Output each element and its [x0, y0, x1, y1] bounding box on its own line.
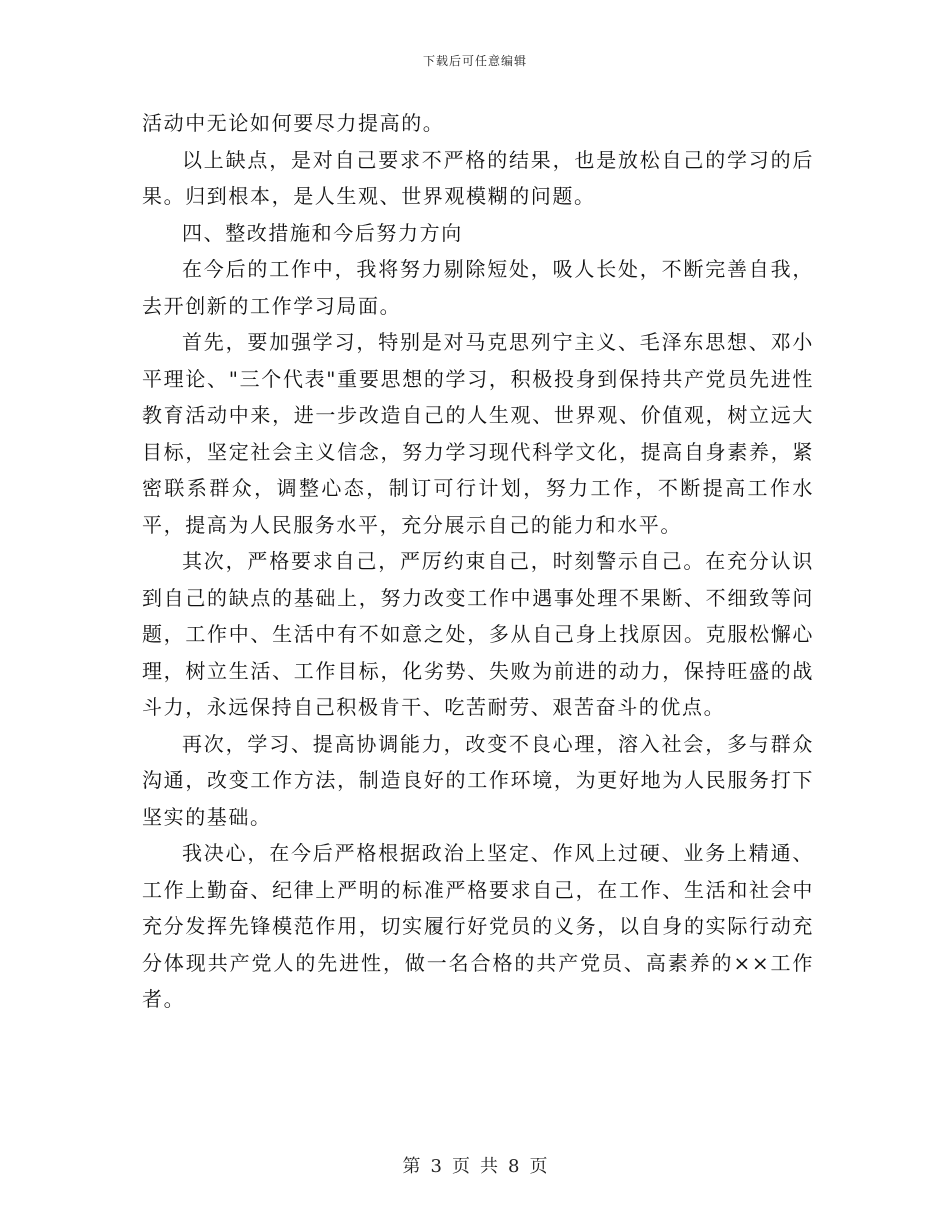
total-suffix: 页 — [529, 1156, 548, 1177]
paragraph-second-measure: 其次，严格要求自己，严厉约束自己，时刻警示自己。在充分认识到自己的缺点的基础上，努力改变工作中遇事处理不果断、不细致等问题，工作中、生活中有不如意之处，多从自己身上找原因。克服松懈心理，树立生活、工作目标，化劣势、失败为前进的动力，保持旺盛的战斗力，永远保持自己积极肯干、吃苦耐劳、艰苦奋斗的优点。 — [142, 549, 814, 719]
paragraph-resolution: 我决心，在今后严格根据政治上坚定、作风上过硬、业务上精通、工作上勤奋、纪律上严明的标准严格要求自己，在工作、生活和社会中充分发挥先锋模范作用，切实履行好党员的义务，以自身的实际行动充分体现共产党人的先进性，做一名合格的共产党员、高素养的××工作者。 — [142, 841, 814, 1011]
page-number-footer — [0, 1152, 950, 1178]
paragraph-shortcomings-summary: 以上缺点，是对自己要求不严格的结果，也是放松自己的学习的后果。归到根本，是人生观、世界观模糊的问题。 — [142, 147, 814, 208]
total-prefix: 共 — [480, 1156, 498, 1177]
paragraph-first-measure: 首先，要加强学习，特别是对马克思列宁主义、毛泽东思想、邓小平理论、"三个代表"重要思想的学习，积极投身到保持共产党员先进性教育活动中来，进一步改造自己的人生观、世界观、价值观，树立远大目标，坚定社会主义信念，努力学习现代科学文化，提高自身素养，紧密联系群众，调整心态，制订可行计划，努力工作，不断提高工作水平，提高为人民服务水平，充分展示自己的能力和水平。 — [142, 330, 814, 537]
paragraph-third-measure: 再次，学习、提高协调能力，改变不良心理，溶入社会，多与群众沟通，改变工作方法，制造良好的工作环境，为更好地为人民服务打下坚实的基础。 — [142, 731, 814, 829]
total-pages-number: 8 — [508, 1156, 520, 1177]
document-body — [142, 105, 814, 1018]
page-header: 下载后可任意编辑 — [422, 54, 527, 68]
page-suffix: 页 — [452, 1156, 470, 1177]
paragraph-continuation: 活动中无论如何要尽力提高的。 — [142, 111, 445, 135]
current-page-number: 3 — [430, 1156, 442, 1177]
section-heading-rectification: 四、整改措施和今后努力方向 — [182, 220, 463, 245]
page-prefix: 第 — [402, 1156, 421, 1177]
paragraph-intro: 在今后的工作中，我将努力剔除短处，吸人长处，不断完善自我，去开创新的工作学习局面。 — [142, 257, 814, 318]
